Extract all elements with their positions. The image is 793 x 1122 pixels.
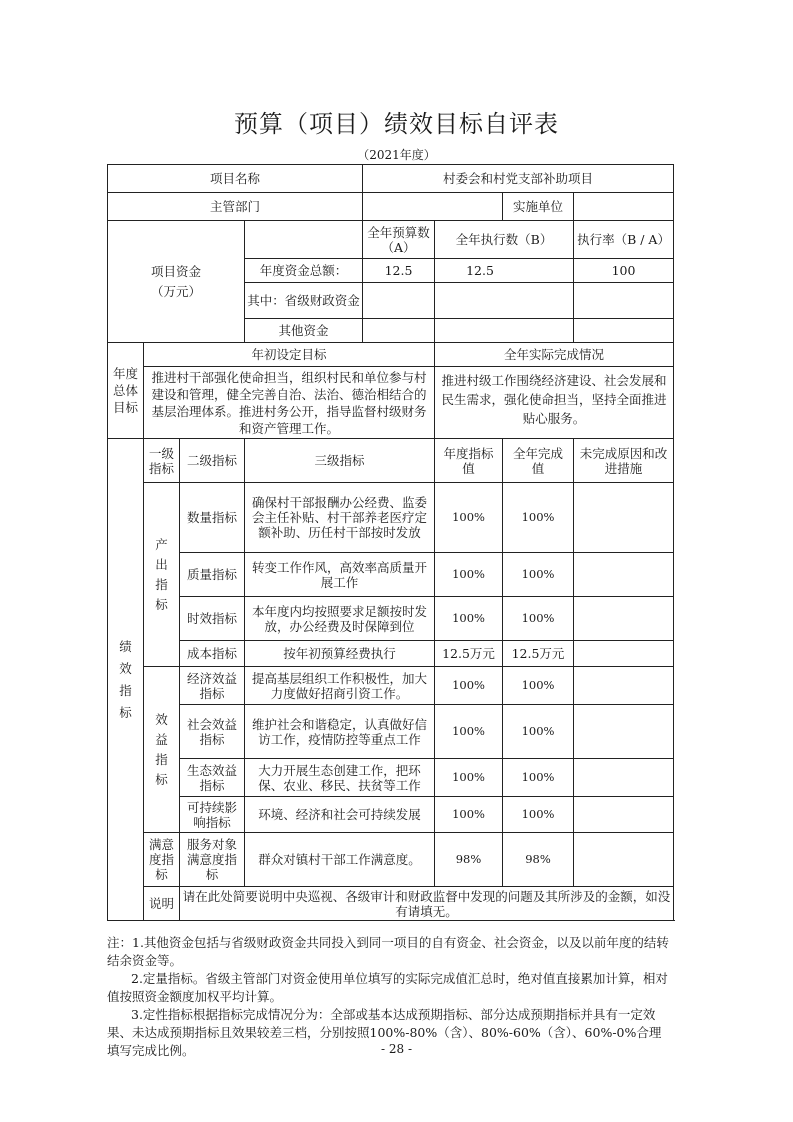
header-level3: 三级指标: [245, 439, 435, 483]
project-name-label: 项目名称: [108, 165, 363, 193]
indicator-l2: 成本指标: [180, 641, 245, 667]
indicator-l3: 确保村干部报酬办公经费、监委会主任补贴、村干部养老医疗定额补助、历任村干部按时发放: [245, 483, 435, 553]
footnote: 3.定性指标根据指标完成情况分为：全部或基本达成预期指标、部分达成预期指标并具有一定效果、未达成预期指标且效果较差三档，分别按照100%-80%（含）、80%-60%（含）、60%-0%合理填写完成比例。: [107, 1007, 662, 1058]
indicator-target: 100%: [435, 553, 503, 597]
indicator-l2: 质量指标: [180, 553, 245, 597]
indicator-target: 100%: [435, 483, 503, 553]
header-annual-target: 年度指标 值: [435, 439, 503, 483]
set-goals-text: 推进村干部强化使命担当，组织村民和单位参与村建设和管理，健全完善自治、法治、德治相结合的基层治理体系。推进村务公开，指导监督村级财务和资产管理工作。: [144, 367, 435, 439]
indicator-l2: 时效指标: [180, 597, 245, 641]
header-annual-actual: 全年完成 值: [503, 439, 574, 483]
indicator-l2: 服务对象 满意度指 标: [180, 833, 245, 887]
footnote: 注：1.其他资金包括与省级财政资金共同投入到同一项目的自有资金、社会资金，以及以前年度的结转结余资金等。: [107, 935, 669, 968]
indicator-l3: 提高基层组织工作积极性，加大力度做好招商引资工作。: [245, 667, 435, 705]
page-title: 预算（项目）绩效目标自评表: [234, 110, 559, 138]
indicator-target: 100%: [435, 759, 503, 797]
indicator-l3: 按年初预算经费执行: [245, 641, 435, 667]
indicator-l3: 群众对镇村干部工作满意度。: [245, 833, 435, 887]
self-evaluation-table: [107, 164, 674, 921]
indicator-reason: [574, 667, 674, 705]
dept-label: 主管部门: [108, 193, 363, 221]
page-number: - 28 -: [380, 1042, 412, 1056]
remark-text: 请在此处简要说明中央巡视、各级审计和财政监督中发现的问题及其所涉及的金额，如没有请填无。: [180, 887, 674, 921]
set-goals-header: 年初设定目标: [144, 343, 435, 367]
benefit-indicators-label: 效 益 指 标: [144, 667, 180, 833]
fund-row-other-budget: [363, 319, 435, 343]
output-indicators-label: 产 出 指 标: [144, 483, 180, 667]
col-exec-header: 全年执行数（B）: [435, 221, 574, 259]
indicator-l3: 转变工作作风，高效率高质量开展工作: [245, 553, 435, 597]
indicator-reason: [574, 597, 674, 641]
fund-row-other-label: 其他资金: [245, 319, 363, 343]
indicator-actual: 100%: [503, 597, 574, 641]
satisfaction-indicators-label: 满意 度指 标: [144, 833, 180, 887]
indicator-target: 12.5万元: [435, 641, 503, 667]
col-rate-header: 执行率（B / A）: [574, 221, 674, 259]
fund-row-other-rate: [574, 319, 674, 343]
impl-unit-value: [574, 193, 674, 221]
header-level1: 一级 指标: [144, 439, 180, 483]
indicator-reason: [574, 759, 674, 797]
indicator-target: 100%: [435, 597, 503, 641]
indicator-actual: 100%: [503, 553, 574, 597]
indicator-actual: 100%: [503, 759, 574, 797]
indicator-l2: 可持续影 响指标: [180, 797, 245, 833]
indicator-reason: [574, 797, 674, 833]
fund-row-total-budget: 12.5: [363, 259, 435, 283]
fund-row-other-exec: [435, 319, 574, 343]
fund-row-total-exec: 12.5: [435, 259, 574, 283]
indicator-actual: 100%: [503, 797, 574, 833]
funds-label: 项目资金 （万元）: [108, 221, 245, 343]
indicator-l3: 环境、经济和社会可持续发展: [245, 797, 435, 833]
indicator-reason: [574, 705, 674, 759]
indicator-l2: 经济效益 指标: [180, 667, 245, 705]
remark-label: 说明: [144, 887, 180, 921]
header-reason: 未完成原因和改 进措施: [574, 439, 674, 483]
indicator-l2: 生态效益 指标: [180, 759, 245, 797]
indicator-actual: 98%: [503, 833, 574, 887]
indicator-target: 100%: [435, 667, 503, 705]
col-budget-header: 全年预算数 （A）: [363, 221, 435, 259]
fund-row-provincial-label: 其中：省级财政资金: [245, 283, 363, 319]
performance-indicators-label: 绩 效 指 标: [108, 439, 144, 921]
indicator-actual: 100%: [503, 483, 574, 553]
fund-row-provincial-rate: [574, 283, 674, 319]
fund-row-total-rate: 100: [574, 259, 674, 283]
indicator-target: 100%: [435, 705, 503, 759]
indicator-l2: 社会效益 指标: [180, 705, 245, 759]
fund-row-provincial-budget: [363, 283, 435, 319]
project-name-value: 村委会和村党支部补助项目: [363, 165, 674, 193]
impl-unit-label: 实施单位: [503, 193, 574, 221]
report-year: （2021年度）: [357, 148, 436, 162]
indicator-actual: 100%: [503, 667, 574, 705]
indicator-l3: 大力开展生态创建工作，把环保、农业、移民、扶贫等工作: [245, 759, 435, 797]
indicator-target: 100%: [435, 797, 503, 833]
fund-row-total-label: 年度资金总额：: [245, 259, 363, 283]
actual-goals-header: 全年实际完成情况: [435, 343, 674, 367]
header-level2: 二级指标: [180, 439, 245, 483]
dept-value: [363, 193, 503, 221]
annual-goals-label: 年度 总体 目标: [108, 343, 144, 439]
indicator-actual: 12.5万元: [503, 641, 574, 667]
fund-row-provincial-exec: [435, 283, 574, 319]
indicator-reason: [574, 483, 674, 553]
actual-goals-text: 推进村级工作围绕经济建设、社会发展和民生需求，强化使命担当，坚持全面推进贴心服务。: [435, 367, 674, 439]
indicator-reason: [574, 553, 674, 597]
indicator-l3: 本年度内均按照要求足额按时发放，办公经费及时保障到位: [245, 597, 435, 641]
indicator-reason: [574, 833, 674, 887]
indicator-reason: [574, 641, 674, 667]
indicator-target: 98%: [435, 833, 503, 887]
footnote: 2.定量指标。省级主管部门对资金使用单位填写的实际完成值汇总时，绝对值直接累加计算，相对值按照资金额度加权平均计算。: [107, 971, 668, 1004]
indicator-l3: 维护社会和谐稳定，认真做好信访工作，疫情防控等重点工作: [245, 705, 435, 759]
indicator-actual: 100%: [503, 705, 574, 759]
funds-header-blank: [245, 221, 363, 259]
indicator-l2: 数量指标: [180, 483, 245, 553]
